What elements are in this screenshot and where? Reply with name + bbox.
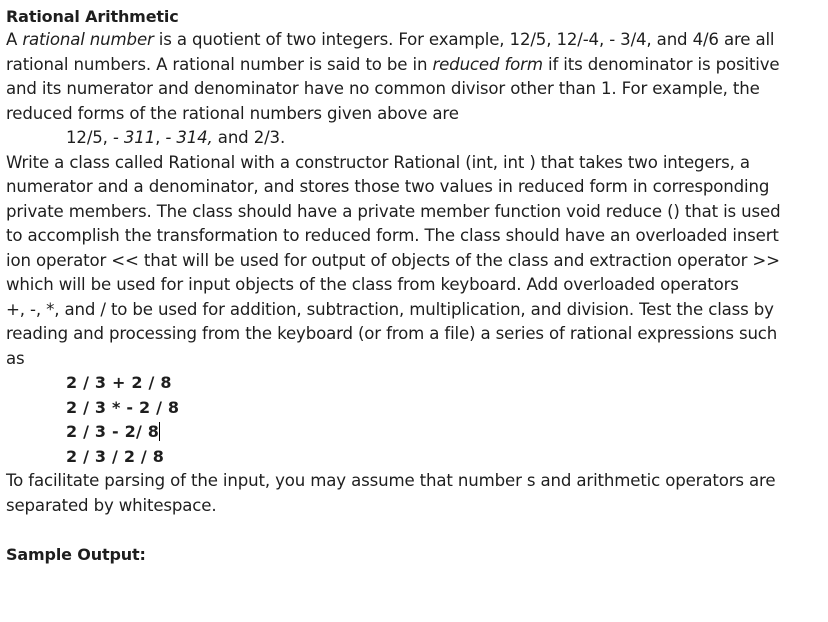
text-span: rational numbers. A rational number is said to be in <box>6 54 433 74</box>
text-cursor <box>159 422 160 441</box>
text-span: if its denominator is positive <box>542 54 780 74</box>
paragraph-3-line: To facilitate parsing of the input, you may assume that number s and arithmetic operators are <box>6 471 776 490</box>
paragraph-2-line: private members. The class should have a private member function void reduce () that is used <box>6 201 781 221</box>
paragraph-2-line: +, -, *, and / to be used for addition, subtraction, multiplication, and division. Test the class by <box>6 299 774 319</box>
text-span: A <box>6 30 23 49</box>
reduced-forms-line <box>6 126 822 151</box>
paragraph-1-line-3: and its numerator and denominator have no common divisor other than 1. For example, the <box>6 79 760 98</box>
paragraph-2-line: to accomplish the transformation to reduced form. The class should have an overloaded insert <box>6 226 779 245</box>
italic-value: - 314, <box>165 128 213 147</box>
text-span: and 2/3. <box>212 128 286 147</box>
paragraph-2-line: ion operator << that will be used for output of objects of the class and extraction operator >> <box>6 250 780 270</box>
paragraph-2-line: which will be used for input objects of the class from keyboard. Add overloaded operators <box>6 275 739 294</box>
italic-value: - 311 <box>112 128 156 147</box>
expression-line: 2 / 3 / 2 / 8 <box>66 446 165 466</box>
paragraph-1-line-4: reduced forms of the rational numbers given above are <box>6 103 459 123</box>
blank-line <box>6 518 822 543</box>
sample-output-label: Sample Output: <box>6 544 146 564</box>
text-span: is a quotient of two integers. For example, 12/5, 12/-4, - 3/4, and 4/6 are all <box>153 30 775 49</box>
expression-line-with-caret <box>6 420 822 445</box>
paragraph-1-line-1 <box>6 28 822 53</box>
paragraph-2-line: reading and processing from the keyboard (or from a file) a series of rational expressions such <box>6 324 778 343</box>
expression-line: 2 / 3 * - 2 / 8 <box>66 397 180 417</box>
document-body <box>6 6 822 567</box>
paragraph-2-line: numerator and a denominator, and stores those two values in reduced form in corresponding <box>6 177 770 196</box>
paragraph-2-line: as <box>6 348 25 368</box>
document-title: Rational Arithmetic <box>6 7 179 26</box>
italic-term-rational-number: rational number <box>22 30 154 49</box>
paragraph-1-line-2 <box>6 53 822 78</box>
text-span: 12/5, <box>66 128 113 147</box>
paragraph-3-line: separated by whitespace. <box>6 495 217 515</box>
italic-term-reduced-form: reduced form <box>432 54 543 74</box>
expression-text: 2 / 3 - 2/ 8 <box>66 422 160 441</box>
paragraph-2-line: Write a class called Rational with a constructor Rational (int, int ) that takes two integers, a <box>6 152 750 172</box>
text-span: , <box>155 128 166 147</box>
expression-line: 2 / 3 + 2 / 8 <box>66 373 172 392</box>
